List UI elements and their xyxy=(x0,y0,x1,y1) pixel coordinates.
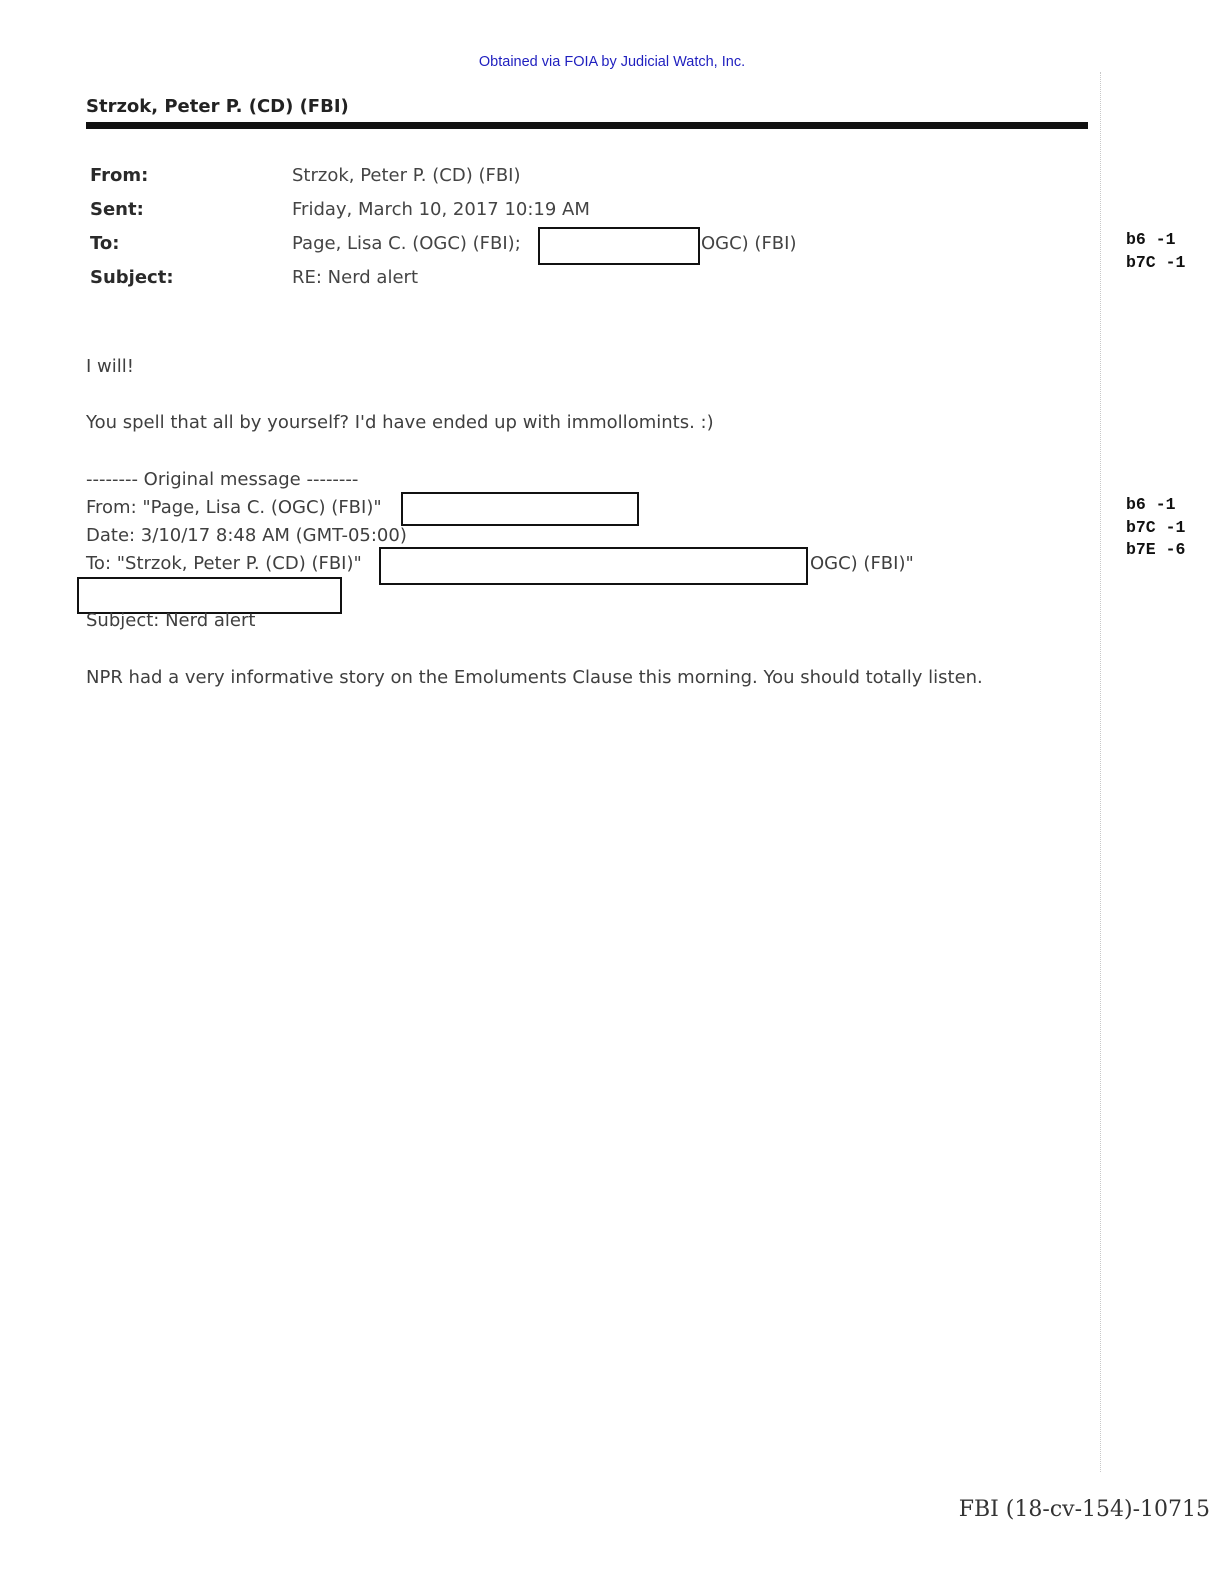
original-to-line-part1: To: "Strzok, Peter P. (CD) (FBI)" xyxy=(86,553,362,574)
foia-watermark: Obtained via FOIA by Judicial Watch, Inc. xyxy=(478,54,746,70)
subject-label: Subject: xyxy=(90,267,174,288)
mailbox-owner: Strzok, Peter P. (CD) (FBI) xyxy=(86,96,349,117)
sent-label: Sent: xyxy=(90,199,144,220)
exemption-codes-2 xyxy=(1126,494,1185,562)
from-value: Strzok, Peter P. (CD) (FBI) xyxy=(292,165,521,186)
exemption-code: b7C -1 xyxy=(1126,252,1186,272)
body-line-2: You spell that all by yourself? I'd have ended up with immollomints. :) xyxy=(86,412,714,433)
margin-rule xyxy=(1100,72,1101,1472)
original-date-line: Date: 3/10/17 8:48 AM (GMT-05:00) xyxy=(86,525,407,546)
body-line-1: I will! xyxy=(86,356,134,377)
header-rule xyxy=(86,122,1088,129)
exemption-code: b7C -1 xyxy=(1126,517,1186,537)
to-label: To: xyxy=(90,233,120,254)
exemption-codes-1 xyxy=(1126,229,1185,274)
to-value-part1: Page, Lisa C. (OGC) (FBI); xyxy=(292,233,521,254)
redaction-box xyxy=(77,577,342,614)
original-message-text: NPR had a very informative story on the Emoluments Clause this morning. You should totally listen. xyxy=(86,667,983,688)
redaction-box xyxy=(379,547,808,585)
exemption-code: b6 -1 xyxy=(1126,230,1176,249)
original-from-line: From: "Page, Lisa C. (OGC) (FBI)" xyxy=(86,497,382,518)
subject-value: RE: Nerd alert xyxy=(292,267,418,288)
redaction-box xyxy=(401,492,639,526)
original-to-line-part2: OGC) (FBI)" xyxy=(810,553,914,574)
original-separator: -------- Original message -------- xyxy=(86,469,359,490)
bates-number: FBI (18-cv-154)-10715 xyxy=(958,1497,1210,1522)
sent-value: Friday, March 10, 2017 10:19 AM xyxy=(292,199,590,220)
redaction-box xyxy=(538,227,700,265)
exemption-code: b7E -6 xyxy=(1126,540,1186,559)
to-value-part2: OGC) (FBI) xyxy=(701,233,797,254)
from-label: From: xyxy=(90,165,149,186)
exemption-code: b6 -1 xyxy=(1126,495,1176,514)
original-subject-line: Subject: Nerd alert xyxy=(86,610,256,631)
